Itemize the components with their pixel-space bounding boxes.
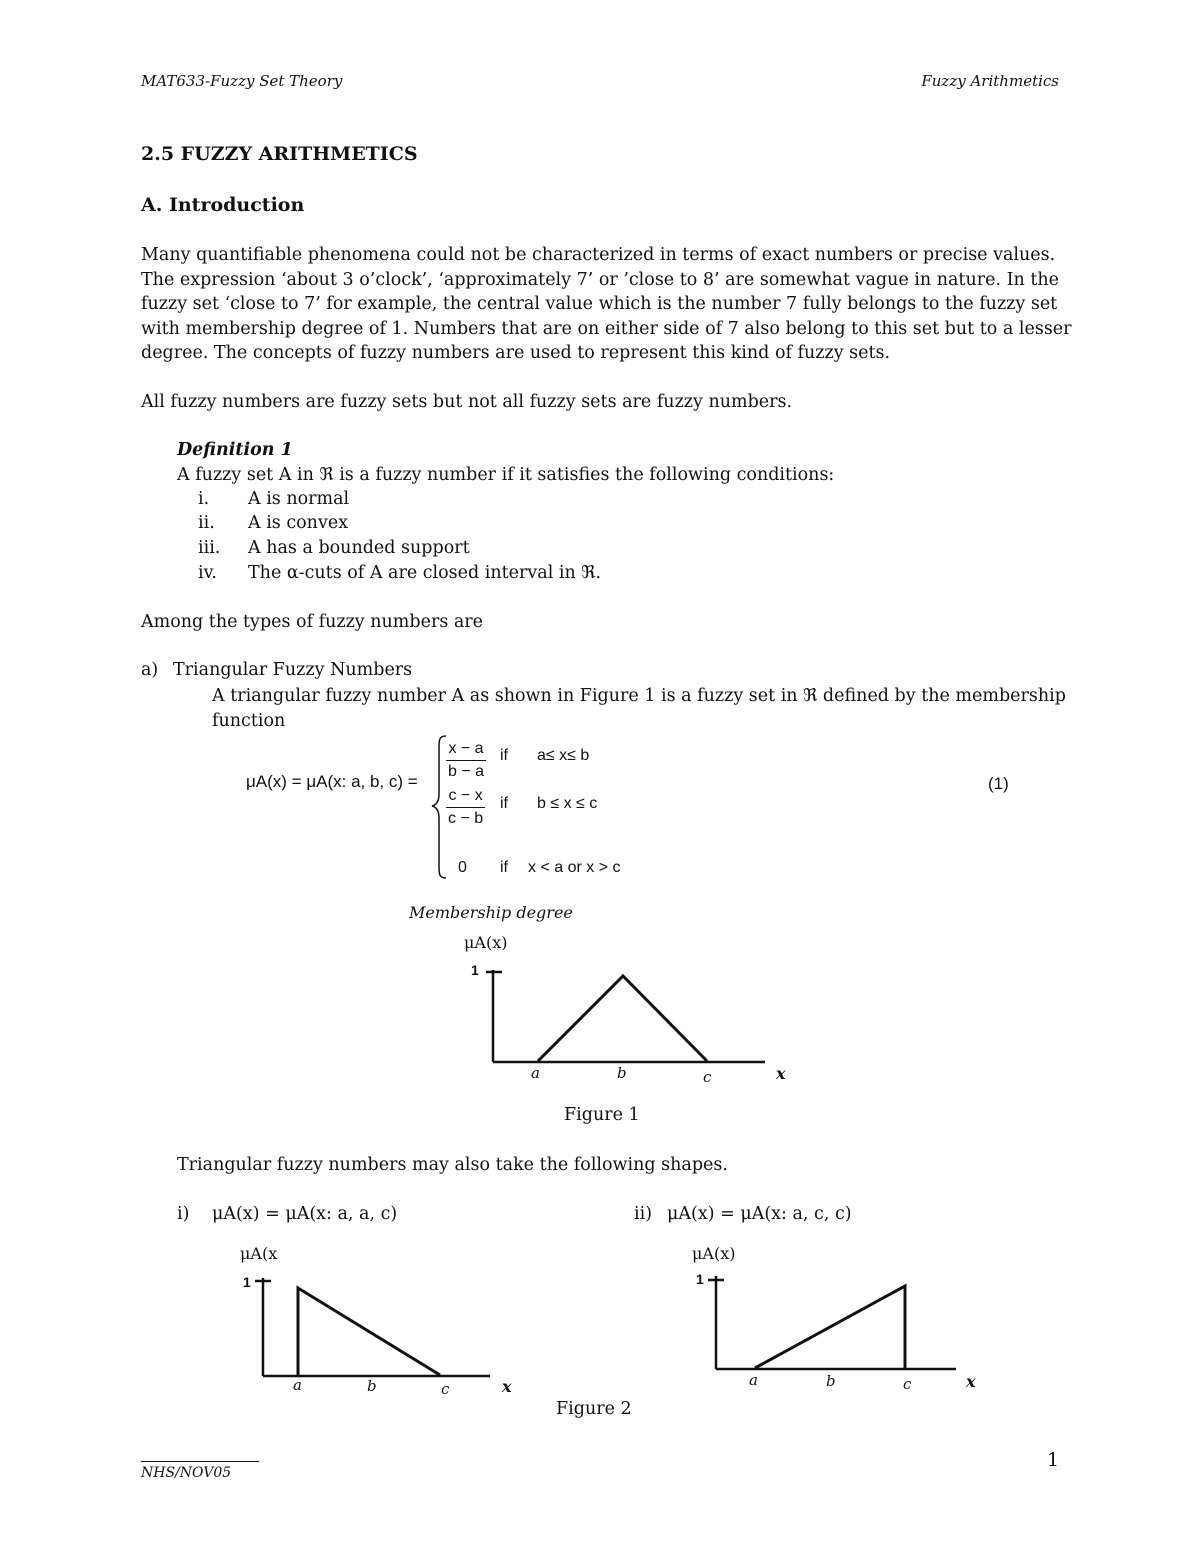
figure1-label-b: b <box>617 1064 627 1082</box>
condition-text: A is normal <box>248 489 350 509</box>
case2-condition: b ≤ x ≤ c <box>537 795 598 812</box>
figure2-left-series-line <box>298 1288 440 1375</box>
footer-code: NHS/NOV05 <box>141 1465 232 1481</box>
figure1-series-line <box>538 976 707 1061</box>
case1-numerator: x − a <box>446 738 486 761</box>
type-a-label: a) <box>141 660 159 680</box>
condition-number: iii. <box>198 538 221 558</box>
intro-line: fuzzy set ‘close to 7’ for example, the central value which is the number 7 fully belongs to the fuzzy set <box>141 294 1058 314</box>
shape-ii-formula: μA(x) = μA(x: a, c, c) <box>667 1204 852 1224</box>
figure2-left-label-c: c <box>441 1380 450 1398</box>
figure2-left-label-x: x <box>502 1377 512 1396</box>
figure1-label-a: a <box>531 1064 540 1082</box>
footer-rule <box>141 1461 259 1462</box>
figure1-chart <box>480 960 780 1090</box>
figure2-right-label-b: b <box>826 1372 836 1390</box>
section-title: 2.5 FUZZY ARITHMETICS <box>141 143 418 165</box>
subsection-title: A. Introduction <box>141 194 305 216</box>
figure2-right-y-label: μA(x) <box>692 1244 736 1263</box>
type-a-desc-line1: A triangular fuzzy number A as shown in Figure 1 is a fuzzy set in ℜ defined by the membership <box>212 686 1066 706</box>
definition-statement: A fuzzy set A in ℜ is a fuzzy number if it satisfies the following conditions: <box>177 465 835 485</box>
case3-value: 0 <box>458 859 467 876</box>
case1-denominator: b − a <box>448 763 485 780</box>
figure1-label-c: c <box>703 1068 712 1086</box>
figure2-caption: Figure 2 <box>556 1399 632 1419</box>
figure1-tick-one: 1 <box>471 962 479 978</box>
figure2-left-tick-one: 1 <box>243 1274 251 1290</box>
equation-lhs: μA(x) = μA(x: a, b, c) = <box>246 772 418 791</box>
shape-i-formula: μA(x) = μA(x: a, a, c) <box>212 1204 398 1224</box>
figure2-right-series-line <box>755 1286 905 1368</box>
fuzzy-numbers-statement: All fuzzy numbers are fuzzy sets but not all fuzzy sets are fuzzy numbers. <box>141 392 793 412</box>
case1-fraction <box>446 738 486 783</box>
case3-condition: x < a or x > c <box>528 859 621 876</box>
condition-text: The α-cuts of A are closed interval in ℜ. <box>248 563 602 583</box>
figure2-left-label-a: a <box>293 1376 302 1394</box>
header-topic: Fuzzy Arithmetics <box>921 72 1059 90</box>
intro-line: degree. The concepts of fuzzy numbers are used to represent this kind of fuzzy sets. <box>141 343 891 363</box>
figure2-right-chart <box>703 1268 963 1378</box>
figure2-left-chart <box>250 1270 500 1385</box>
shape-ii-label: ii) <box>634 1204 653 1224</box>
equation-number: (1) <box>988 774 1009 793</box>
condition-number: i. <box>198 489 210 509</box>
condition-number: ii. <box>198 513 215 533</box>
shape-i-label: i) <box>177 1204 190 1224</box>
type-a-title: Triangular Fuzzy Numbers <box>173 660 413 680</box>
types-intro: Among the types of fuzzy numbers are <box>141 612 484 632</box>
figure1-y-label: μA(x) <box>464 933 508 952</box>
figure2-left-y-label: μA(x <box>240 1244 278 1263</box>
intro-paragraph <box>141 243 1072 366</box>
figure1-label-x: x <box>776 1064 786 1083</box>
type-a-desc-line2: function <box>212 711 286 731</box>
case1-condition: a≤ x≤ b <box>537 747 590 764</box>
page-number: 1 <box>1047 1449 1060 1471</box>
case3-if: if <box>500 859 508 876</box>
figure2-right-label-a: a <box>749 1371 758 1389</box>
case2-fraction <box>446 785 485 830</box>
intro-line: The expression ‘about 3 o’clock’, ‘approximately 7’ or ’close to 8’ are somewhat vague in nature. In the <box>141 269 1059 290</box>
figure2-left-label-b: b <box>367 1377 377 1395</box>
condition-text: A is convex <box>248 513 349 533</box>
case2-denominator: c − b <box>448 810 484 827</box>
case1-if: if <box>500 747 508 764</box>
figure1-caption: Figure 1 <box>564 1105 640 1125</box>
figure2-right-label-x: x <box>966 1372 976 1391</box>
condition-number: iv. <box>198 563 217 583</box>
case2-numerator: c − x <box>446 785 485 808</box>
figure2-right-tick-one: 1 <box>696 1271 704 1287</box>
figure1-caption-top: Membership degree <box>409 903 573 922</box>
definition-title: Definition 1 <box>177 440 293 460</box>
figure2-right-label-c: c <box>903 1375 912 1393</box>
condition-text: A has a bounded support <box>248 538 470 558</box>
header-course: MAT633-Fuzzy Set Theory <box>141 72 343 90</box>
intro-line: Many quantifiable phenomena could not be characterized in terms of exact numbers or precise values. <box>141 245 1056 265</box>
shapes-intro: Triangular fuzzy numbers may also take the following shapes. <box>177 1155 728 1175</box>
intro-line: with membership degree of 1. Numbers that are on either side of 7 also belong to this set but to a lesser <box>141 318 1072 339</box>
case2-if: if <box>500 795 508 812</box>
